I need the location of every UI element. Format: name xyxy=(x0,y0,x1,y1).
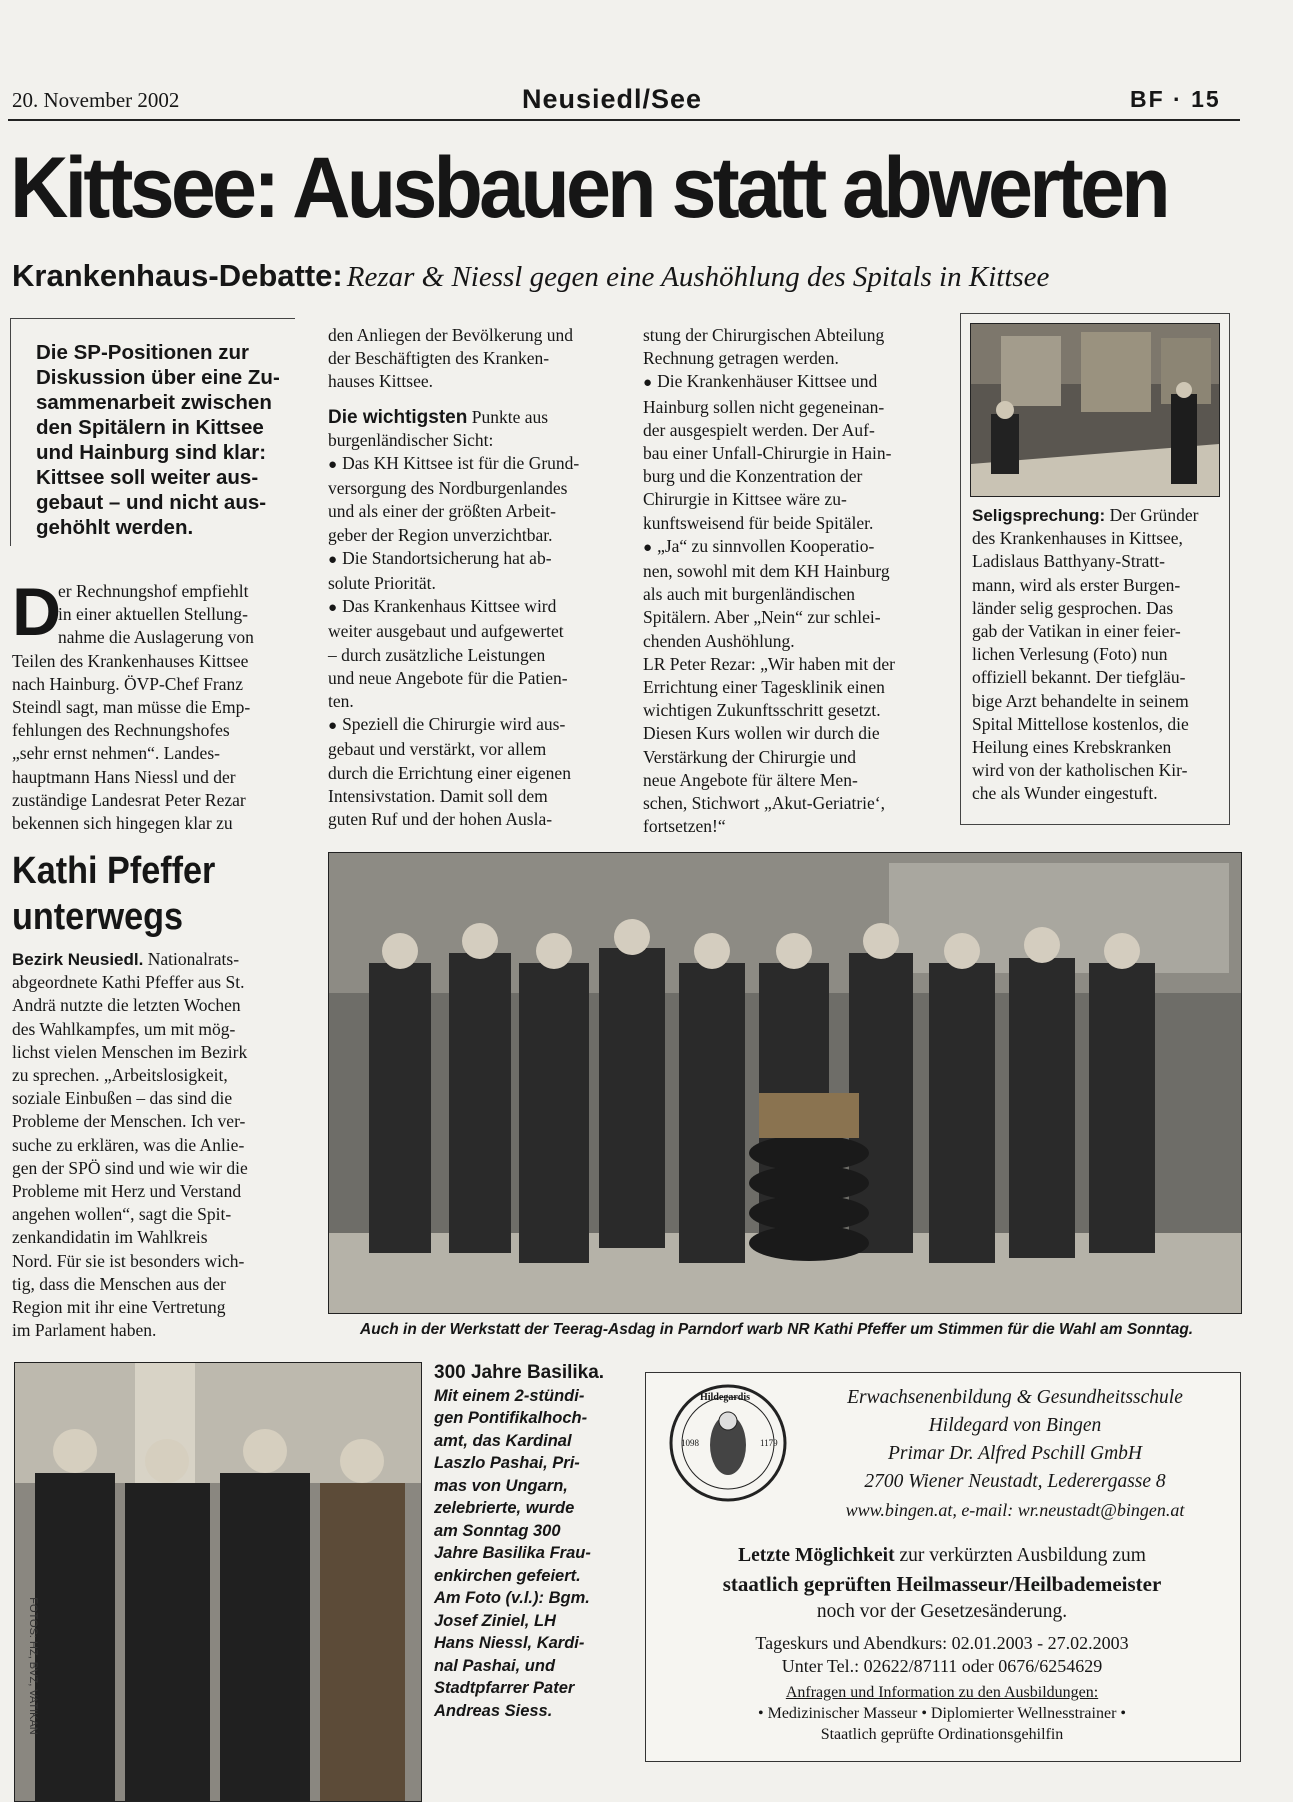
text-line: hauses Kittsee. xyxy=(328,371,433,392)
ad-school-block xyxy=(800,1384,1230,1524)
text-line: länder selig gesprochen. Das xyxy=(972,597,1174,618)
article2-text xyxy=(12,948,298,1342)
text-line: neue Angebote für ältere Men- xyxy=(643,769,858,790)
seal-year-left: 1098 xyxy=(681,1438,699,1448)
article2-headline-line: unterwegs xyxy=(12,896,184,938)
subhead-lead: Krankenhaus-Debatte: xyxy=(12,258,343,293)
text-line: che als Wunder eingestuft. xyxy=(972,783,1158,804)
seligsprechung-lead: Seligsprechung: xyxy=(972,506,1106,525)
text-line: als auch mit burgenländischen xyxy=(643,584,856,605)
text-line: in einer aktuellen Stellung- xyxy=(58,604,249,625)
text-line: Region mit ihr eine Vertretung xyxy=(12,1297,226,1318)
workshop-caption: Auch in der Werkstatt der Teerag-Asdag in Parndorf warb NR Kathi Pfeffer um Stimmen für die Wahl am Sonntag. xyxy=(360,1321,1194,1338)
ad-school-line: Primar Dr. Alfred Pschill GmbH xyxy=(887,1443,1143,1464)
text-line: Andrä nutzte die letzten Wochen xyxy=(12,995,241,1016)
photo-credit: FOTOS: HZ, BVZ, VATIKAN xyxy=(26,1597,39,1735)
text-line: lichst vielen Menschen im Bezirk xyxy=(12,1041,248,1062)
text-line: Verstärkung der Chirurgie und xyxy=(643,746,857,767)
seligsprechung-first: Der Gründer xyxy=(1109,505,1199,525)
text-line: Rechnung getragen werden. xyxy=(643,348,839,369)
text-line: nen, sowohl mit dem KH Hainburg xyxy=(643,561,890,582)
text-line: „sehr ernst nehmen“. Landes- xyxy=(12,743,220,764)
text-line: gen der SPÖ sind und wie wir die xyxy=(12,1157,248,1178)
vatican-photo-illustration xyxy=(971,324,1219,496)
sidebar-line: gebaut – und nicht aus- xyxy=(36,491,267,514)
text-line: Spitälern. Aber „Nein“ zur schlei- xyxy=(643,607,881,628)
article2-headline xyxy=(12,848,215,940)
sidebar-line: und Hainburg sind klar: xyxy=(36,441,267,464)
subheading-rest: Punkte aus xyxy=(471,406,549,427)
text-line: Heilung eines Krebskranken xyxy=(972,737,1172,758)
article2-first: Nationalrats- xyxy=(147,949,240,969)
ad-school-line: www.bingen.at, e-mail: wr.neustadt@bingen.at xyxy=(845,1500,1185,1520)
text-line: am Sonntag 300 xyxy=(434,1521,561,1540)
text-line: schen, Stichwort „Akut-Geriatrie‘, xyxy=(643,793,886,814)
article2-dateline: Bezirk Neusiedl. xyxy=(12,950,144,969)
text-line: den Anliegen der Bevölkerung und xyxy=(328,325,573,345)
basilika-photo xyxy=(14,1362,422,1802)
issue-date: 20. November 2002 xyxy=(12,88,180,112)
text-line: chenden Aushöhlung. xyxy=(643,630,795,651)
text-line: nach Hainburg. ÖVP-Chef Franz xyxy=(12,673,244,694)
subheading-bold: Die wichtigsten xyxy=(328,406,468,428)
text-line: wichtigen Zukunftsschritt gesetzt. xyxy=(643,700,881,721)
subhead-text: Rezar & Niessl gegen eine Aushöhlung des Spitals in Kittsee xyxy=(346,261,1050,293)
text-line: zenkandidatin im Wahlkreis xyxy=(12,1227,208,1248)
text-line: abgeordnete Kathi Pfeffer aus St. xyxy=(12,972,245,993)
sidebar-line: sammenarbeit zwischen xyxy=(36,391,272,414)
text-line: LR Peter Rezar: „Wir haben mit der xyxy=(643,653,895,674)
sidebar-line: den Spitälern in Kittsee xyxy=(36,416,264,439)
workshop-photo-illustration xyxy=(329,853,1241,1313)
text-line: ten. xyxy=(328,691,354,712)
text-line xyxy=(972,504,1218,527)
text-line: Am Foto (v.l.): Bgm. xyxy=(434,1589,590,1607)
paper-name: BF xyxy=(1130,86,1165,112)
section-title: Neusiedl/See xyxy=(522,84,703,114)
text-line: weiter ausgebaut und aufgewertet xyxy=(328,621,564,642)
ad-phone: Unter Tel.: 02622/87111 oder 0676/6254629 xyxy=(781,1656,1103,1676)
text-line: Stadtpfarrer Pater xyxy=(434,1679,575,1697)
ad-info-line1: • Medizinischer Masseur • Diplomierter Wellnesstrainer • xyxy=(757,1705,1126,1722)
text-line: amt, das Kardinal xyxy=(434,1431,572,1450)
text-line: Nord. Für sie ist besonders wich- xyxy=(12,1250,245,1271)
text-line: Spital Mittellose kostenlos, die xyxy=(972,713,1189,734)
text-line: Jahre Basilika Frau- xyxy=(434,1544,591,1562)
ad-offer-line xyxy=(650,1542,1234,1570)
text-line: suche zu erklären, was die Anlie- xyxy=(12,1134,245,1155)
ad-school-line: Erwachsenenbildung & Gesundheitsschule xyxy=(847,1387,1183,1408)
page-no: 15 xyxy=(1191,86,1221,112)
text-line: bau einer Unfall-Chirurgie in Hain- xyxy=(643,443,892,464)
basilika-title: 300 Jahre Basilika. xyxy=(434,1362,605,1383)
page-number xyxy=(1130,86,1221,113)
subhead xyxy=(12,258,1049,294)
text-line: durch die Errichtung einer eigenen xyxy=(328,762,571,783)
text-line: tig, dass die Menschen aus der xyxy=(12,1273,226,1294)
text-line: Chirurgie in Kittsee wäre zu- xyxy=(643,489,847,510)
article1-col2 xyxy=(328,324,613,831)
text-line: angehen wollen“, sagt die Spit- xyxy=(12,1204,232,1225)
text-line: Errichtung einer Tagesklinik einen xyxy=(643,677,885,698)
seligsprechung-text xyxy=(972,504,1218,806)
bullet-line: ● Das Krankenhaus Kittsee wird xyxy=(328,595,613,620)
ad-school-line: Hildegard von Bingen xyxy=(928,1415,1102,1436)
article2-headline-line: Kathi Pfeffer xyxy=(12,850,216,892)
article1-col1 xyxy=(12,574,298,835)
ad-offer-line2: staatlich geprüften Heilmasseur/Heilbademeister xyxy=(722,1572,1162,1596)
article1-col3 xyxy=(643,324,926,838)
vatican-photo xyxy=(970,323,1220,497)
basilika-photo-illustration xyxy=(15,1363,421,1801)
ad-info-line2: Staatlich geprüfte Ordinationsgehilfin xyxy=(820,1726,1064,1743)
sidebar-line: Kittsee soll weiter aus- xyxy=(36,466,259,489)
text-line xyxy=(12,948,298,971)
text-line: guten Ruf und der hohen Ausla- xyxy=(328,809,553,830)
text-line: der Beschäftigten des Kranken- xyxy=(328,348,550,369)
text-line: soziale Einbußen – das sind die xyxy=(12,1088,233,1109)
text-line: solute Priorität. xyxy=(328,573,436,594)
text-line: fehlungen des Rechnungshofes xyxy=(12,720,230,741)
text-line: nahme die Auslagerung von xyxy=(58,627,254,648)
text-line: des Wahlkampfes, um mit mög- xyxy=(12,1018,236,1039)
sidebar-line: Diskussion über eine Zu- xyxy=(36,366,280,389)
sidebar-rule-left xyxy=(10,318,11,546)
text-line: enkirchen gefeiert. xyxy=(434,1566,581,1585)
sidebar-box xyxy=(36,340,298,540)
bullet-line: ● Die Krankenhäuser Kittsee und xyxy=(643,370,926,395)
bullet-line: ● Die Standortsicherung hat ab- xyxy=(328,547,613,572)
text-line: burgenländischer Sicht: xyxy=(328,429,494,450)
text-line: hauptmann Hans Niessl und der xyxy=(12,766,236,787)
drop-cap: D xyxy=(12,574,62,650)
text-line: und neue Angebote für die Patien- xyxy=(328,667,568,688)
text-line: Hainburg sollen nicht gegeneinan- xyxy=(643,396,885,417)
text-line: versorgung des Nordburgenlandes xyxy=(328,478,568,499)
seal-year-right: 1179 xyxy=(760,1438,778,1448)
text-line: lichen Verlesung (Foto) nun xyxy=(972,644,1168,665)
ad-offer-rest: zur verkürzten Ausbildung zum xyxy=(899,1545,1146,1566)
text-line: kunftsweisend für beide Spitäler. xyxy=(643,512,874,533)
subheading xyxy=(328,406,613,429)
text-line: Teilen des Krankenhauses Kittsee xyxy=(12,650,249,671)
header-rule xyxy=(8,119,1240,121)
text-line: Andreas Siess. xyxy=(434,1701,553,1720)
text-line: Intensivstation. Damit soll dem xyxy=(328,785,548,806)
ad-info-heading: Anfragen und Information zu den Ausbildungen: xyxy=(785,1684,1099,1701)
text-line: bige Arzt behandelte in seinem xyxy=(972,690,1189,711)
text-line: zelebrierte, wurde xyxy=(434,1499,575,1517)
dot-separator: · xyxy=(1164,86,1192,112)
text-line: bekennen sich hingegen klar zu xyxy=(12,813,233,834)
basilika-caption xyxy=(434,1362,634,1722)
text-line: und als einer der größten Arbeit- xyxy=(328,501,556,522)
ad-school-line: 2700 Wiener Neustadt, Lederergasse 8 xyxy=(864,1471,1166,1492)
ad-offer-line3: noch vor der Gesetzesänderung. xyxy=(816,1601,1068,1622)
bullet-line: ● Das KH Kittsee ist für die Grund- xyxy=(328,452,613,477)
text-line: burg und die Konzentration der xyxy=(643,466,863,487)
text-line: Josef Ziniel, LH xyxy=(434,1611,556,1630)
bullet-line: ● Speziell die Chirurgie wird aus- xyxy=(328,713,613,738)
text-line: Hans Niessl, Kardi- xyxy=(434,1634,585,1652)
text-line: fortsetzen!“ xyxy=(643,816,726,837)
text-line: er Rechnungshof empfiehlt xyxy=(58,581,249,601)
headline: Kittsee: Ausbauen statt abwerten xyxy=(10,140,1167,236)
text-line: Probleme mit Herz und Verstand xyxy=(12,1181,242,1202)
text-line: – durch zusätzliche Leistungen xyxy=(328,644,546,665)
sidebar-line: Die SP-Positionen zur xyxy=(36,341,249,364)
sidebar-rule-top xyxy=(10,318,295,319)
text-line: zu sprechen. „Arbeitslosigkeit, xyxy=(12,1065,228,1086)
bullet-line: ● „Ja“ zu sinnvollen Kooperatio- xyxy=(643,535,926,560)
ad-offer-bold: Letzte Möglichkeit xyxy=(738,1545,895,1566)
sidebar-line: gehöhlt werden. xyxy=(36,516,194,539)
text-line: Probleme der Menschen. Ich ver- xyxy=(12,1111,246,1132)
ad-offer-block xyxy=(650,1542,1234,1745)
text-line: gen Pontifikalhoch- xyxy=(434,1409,588,1427)
text-line: zuständige Landesrat Peter Rezar xyxy=(12,789,246,810)
text-line: gebaut und verstärkt, vor allem xyxy=(328,739,547,760)
text-line: der ausgespielt werden. Der Auf- xyxy=(643,419,875,440)
text-line: Ladislaus Batthyany-Stratt- xyxy=(972,551,1165,572)
text-line: geber der Region unverzichtbar. xyxy=(328,524,553,545)
text-line: nal Pashai, und xyxy=(434,1656,556,1675)
text-line: offiziell bekannt. Der tiefgläu- xyxy=(972,667,1186,688)
text-line: Mit einem 2-stündi- xyxy=(434,1386,585,1405)
text-line: Steindl sagt, man müsse die Emp- xyxy=(12,697,251,718)
workshop-photo xyxy=(328,852,1242,1314)
text-line: Diesen Kurs wollen wir durch die xyxy=(643,723,880,744)
text-line: Laszlo Pashai, Pri- xyxy=(434,1454,580,1472)
text-line: mas von Ungarn, xyxy=(434,1476,568,1495)
text-line: stung der Chirurgischen Abteilung xyxy=(643,325,885,345)
ad-course: Tageskurs und Abendkurs: 02.01.2003 - 27.02.2003 xyxy=(755,1633,1129,1653)
seal-top-text: Hildegardis xyxy=(700,1392,751,1403)
text-line: gab der Vatikan in einer feier- xyxy=(972,621,1181,642)
text-line: mann, wird als erster Burgen- xyxy=(972,574,1181,595)
text-line: im Parlament haben. xyxy=(12,1320,157,1341)
text-line: wird von der katholischen Kir- xyxy=(972,760,1188,781)
text-line: des Krankenhauses in Kittsee, xyxy=(972,528,1183,549)
